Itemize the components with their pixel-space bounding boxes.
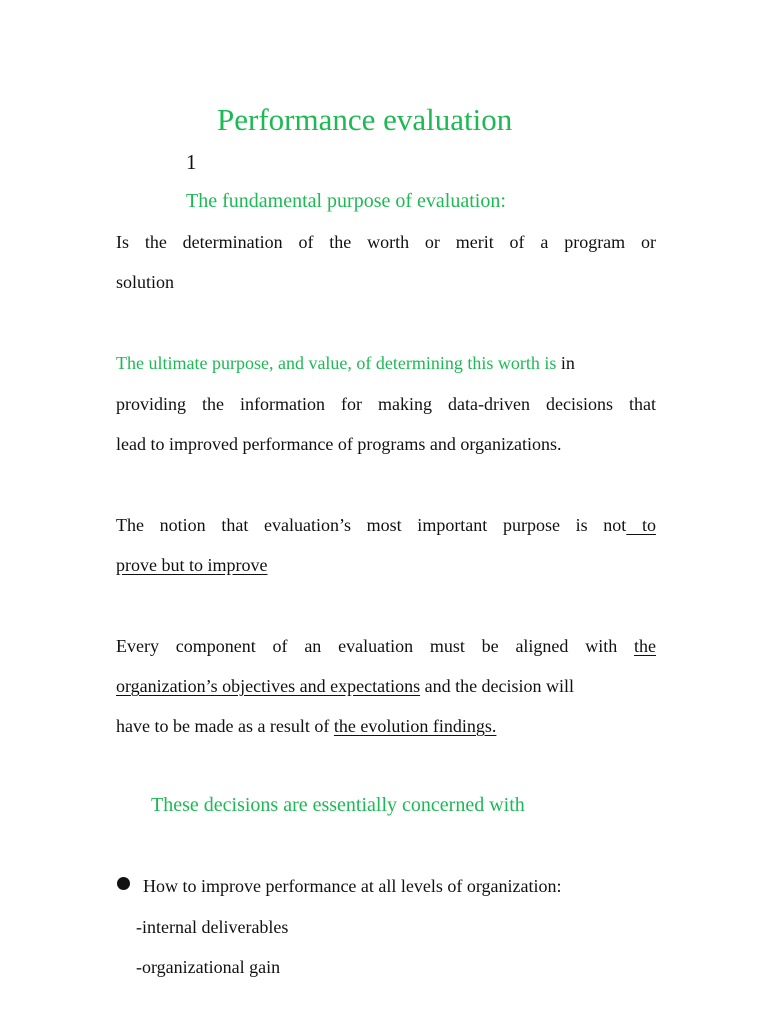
component-objectives: organization’s objectives and expectations — [116, 676, 421, 696]
document-title: Performance evaluation — [217, 102, 513, 137]
bullet-item: How to improve performance at all levels of organization: — [143, 876, 562, 896]
component-underlined-start: the — [634, 636, 657, 656]
purpose-line-2: solution — [116, 272, 175, 292]
component-text: Every component of an evaluation must be aligned with — [116, 636, 618, 656]
component-line-2 — [116, 673, 656, 699]
ultimate-continuation: in — [556, 353, 575, 373]
notion-underlined-end: prove but to improve — [116, 555, 268, 575]
section-heading-purpose: The fundamental purpose of evaluation: — [186, 190, 506, 212]
component-line-1 — [116, 633, 656, 659]
notion-text: The notion that evaluation’s most important purpose is not — [116, 515, 627, 535]
sub-item-gain: -organizational gain — [136, 957, 281, 977]
bullet-icon — [117, 877, 130, 890]
purpose-line-1: Is the determination of the worth or merit of a program or — [116, 232, 656, 252]
ultimate-highlight: The ultimate purpose, and value, of determining this worth is — [116, 353, 557, 373]
notion-line-1 — [116, 512, 656, 538]
notion-underlined-start: to — [626, 515, 656, 535]
section-heading-decisions: These decisions are essentially concerned with — [151, 794, 525, 816]
component-continuation: and the decision will — [420, 676, 575, 696]
ultimate-line-1 — [116, 350, 656, 376]
page-number: 1 — [186, 150, 197, 174]
component-findings: the evolution findings. — [333, 716, 497, 736]
sub-item-internal: -internal deliverables — [136, 917, 289, 937]
ultimate-line-2: providing the information for making data-driven decisions that — [116, 394, 656, 414]
notion-line-2 — [116, 552, 656, 578]
ultimate-line-3: lead to improved performance of programs and organizations. — [116, 434, 562, 454]
component-text-2: have to be made as a result of — [116, 716, 334, 736]
component-line-3 — [116, 713, 656, 739]
